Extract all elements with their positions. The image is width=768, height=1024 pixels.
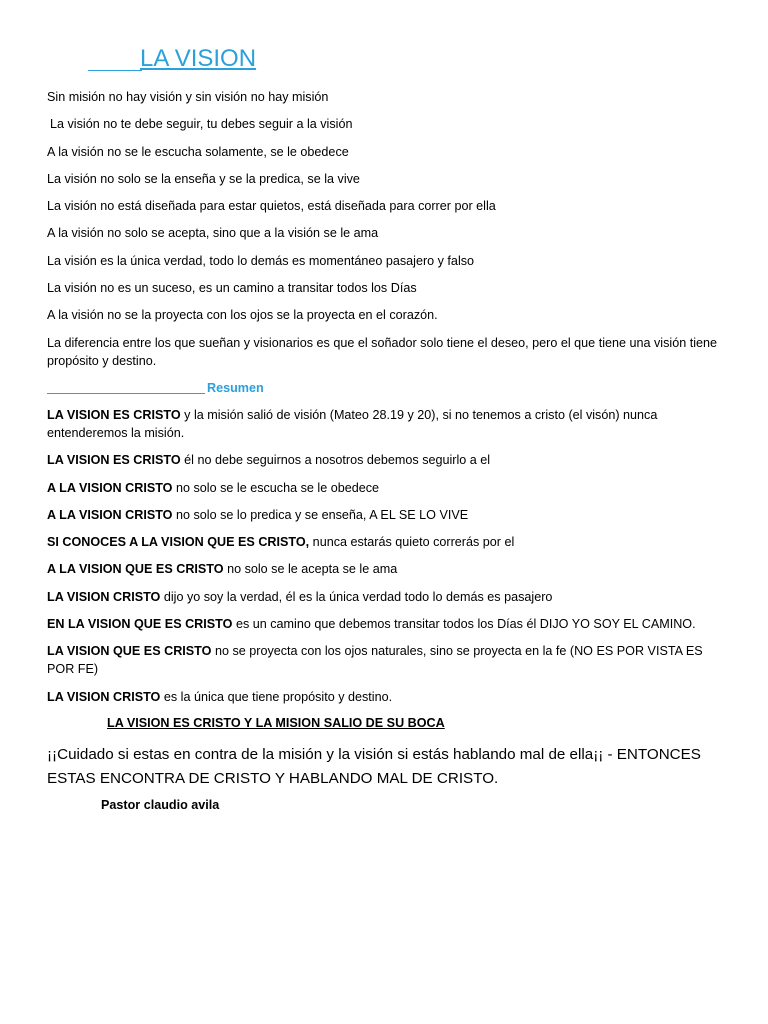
statement: La visión no está diseñada para estar quietos, está diseñada para correr por ella	[47, 199, 496, 213]
summary-item-text: es la única que tiene propósito y destino.	[160, 690, 393, 704]
summary-item-bold: LA VISION ES CRISTO	[47, 408, 181, 422]
statement: La visión no solo se la enseña y se la predica, se la vive	[47, 172, 360, 186]
summary-heading-underline	[47, 393, 205, 394]
summary-item	[47, 506, 468, 524]
summary-item-text: no solo se le acepta se le ama	[223, 562, 398, 576]
statement: La visión no es un suceso, es un camino a transitar todos los Días	[47, 281, 417, 295]
statement: A la visión no se la proyecta con los ojos se la proyecta en el corazón.	[47, 308, 438, 322]
summary-item-text: no se proyecta con los ojos naturales, sino se proyecta en la fe (NO ES POR VISTA ES POR FE)	[47, 644, 703, 676]
summary-item-bold: EN LA VISION QUE ES CRISTO	[47, 617, 233, 631]
summary-item-bold: LA VISION ES CRISTO	[47, 453, 181, 467]
summary-item	[47, 615, 696, 633]
statement-paragraph: La diferencia entre los que sueñan y visionarios es que el soñador solo tiene el deseo, pero el que tiene una visión tiene propósito y destino.	[47, 336, 718, 368]
summary-item-text: él no debe seguirnos a nosotros debemos seguirlo a el	[180, 453, 491, 467]
summary-item-text: dijo yo soy la verdad, él es la única verdad todo lo demás es pasajero	[160, 590, 553, 604]
summary-item	[47, 588, 552, 606]
document-title-text: LA VISION	[140, 45, 257, 72]
summary-item-text: nunca estarás quieto correrás por el	[309, 535, 515, 549]
statement: La visión es la única verdad, todo lo demás es momentáneo pasajero y falso	[47, 254, 475, 268]
author-signature: Pastor claudio avila	[101, 798, 220, 812]
summary-item	[47, 533, 514, 551]
summary-item-text: no solo se le escucha se le obedece	[172, 481, 380, 495]
summary-item	[47, 451, 490, 469]
summary-item-bold: LA VISION CRISTO	[47, 690, 161, 704]
summary-heading-text: Resumen	[207, 381, 264, 395]
summary-item-text: no solo se lo predica y se enseña, A EL SE LO VIVE	[172, 508, 469, 522]
summary-item-bold: SI CONOCES A LA VISION QUE ES CRISTO,	[47, 535, 310, 549]
summary-heading	[47, 379, 264, 397]
warning-paragraph: ¡¡Cuidado si estas en contra de la misión y la visión si estás hablando mal de ella¡¡ - ENTONCES ESTAS ENCONTRA DE CRISTO Y HABLANDO MAL DE CRISTO.	[47, 746, 701, 787]
summary-item-bold: LA VISION QUE ES CRISTO	[47, 644, 212, 658]
closing-statement: LA VISION ES CRISTO Y LA MISION SALIO DE SU BOCA	[107, 716, 445, 730]
title-leading-underline	[88, 70, 142, 71]
summary-item-bold: A LA VISION CRISTO	[47, 508, 173, 522]
summary-item-bold: A LA VISION CRISTO	[47, 481, 173, 495]
statement: A la visión no se le escucha solamente, se le obedece	[47, 145, 349, 159]
summary-item	[47, 688, 392, 706]
summary-item	[47, 560, 397, 578]
statement: La visión no te debe seguir, tu debes seguir a la visión	[50, 117, 353, 131]
summary-item	[47, 479, 379, 497]
statement: A la visión no solo se acepta, sino que a la visión se le ama	[47, 226, 379, 240]
statement: Sin misión no hay visión y sin visión no hay misión	[47, 90, 329, 104]
summary-item-bold: A LA VISION QUE ES CRISTO	[47, 562, 224, 576]
summary-item-text: y la misión salió de visión (Mateo 28.19 y 20), si no tenemos a cristo (el visón) nunca entenderemos la misión.	[47, 408, 658, 440]
summary-item	[47, 406, 727, 442]
summary-item-bold: LA VISION CRISTO	[47, 590, 161, 604]
document-title	[88, 43, 256, 75]
summary-item-text: es un camino que debemos transitar todos los Días él DIJO YO SOY EL CAMINO.	[232, 617, 696, 631]
summary-item	[47, 642, 727, 678]
